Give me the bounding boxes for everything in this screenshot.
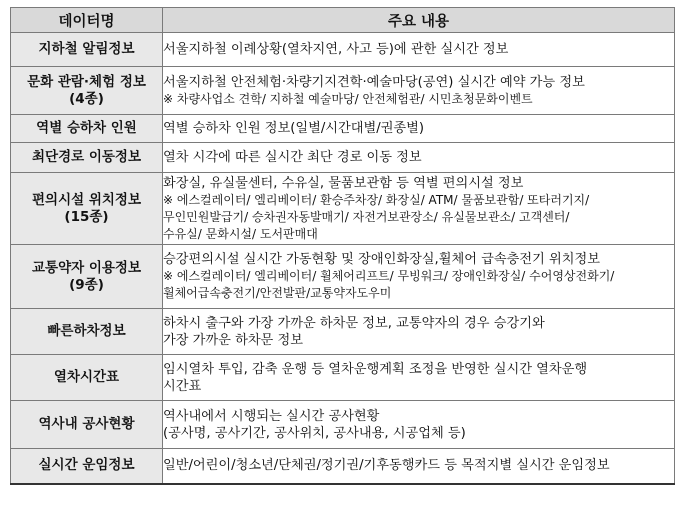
row-desc-line: 시간표 — [163, 378, 202, 394]
row-desc — [163, 143, 675, 173]
row-desc — [163, 355, 675, 401]
row-desc-line: 승강편의시설 실시간 가동현황 및 장애인화장실,휠체어 급속충전기 위치정보 — [163, 252, 600, 267]
row-desc-note: ※ 차량사업소 견학/ 지하철 예술마당/ 안전체험관/ 시민초청문화이벤트 — [163, 91, 533, 106]
row-desc-line: 열차 시각에 따른 실시간 최단 경로 이동 정보 — [163, 150, 422, 165]
row-name — [11, 33, 163, 67]
row-desc-line: 가장 가까운 하차문 정보 — [163, 332, 303, 348]
row-desc — [163, 309, 675, 355]
table-row — [11, 115, 675, 143]
header-row — [11, 8, 675, 33]
row-desc-note: 수유실/ 문화시설/ 도서판매대 — [163, 226, 318, 241]
row-name-line: 문화 관람·체험 정보 — [27, 73, 146, 90]
row-desc-note: 무인민원발급기/ 승차권자동발매기/ 자전거보관장소/ 유실물보관소/ 고객센터/ — [163, 209, 570, 224]
row-name-line: 실시간 운임정보 — [38, 457, 135, 474]
row-name — [11, 245, 163, 309]
row-desc — [163, 67, 675, 115]
row-name-line: 편의시설 위치정보 — [31, 191, 142, 208]
row-desc-line: 화장실, 유실물센터, 수유실, 물품보관함 등 역별 편의시설 정보 — [163, 175, 524, 191]
row-name — [11, 67, 163, 115]
row-desc — [163, 33, 675, 67]
table-row — [11, 309, 675, 355]
row-name — [11, 355, 163, 401]
row-name-line: 역별 승하차 인원 — [36, 120, 137, 136]
row-desc-line: (공사명, 공사기간, 공사위치, 공사내용, 시공업체 등) — [163, 425, 466, 441]
table-row — [11, 173, 675, 245]
row-name — [11, 143, 163, 173]
row-name-line: 열차시간표 — [53, 369, 120, 385]
row-desc-line: 역사내에서 시행되는 실시간 공사현황 — [163, 408, 380, 424]
row-name-line: 빠른하차정보 — [47, 323, 126, 339]
table-row — [11, 33, 675, 67]
row-desc-line: 서울지하철 이례상황(열차지연, 사고 등)에 관한 실시간 정보 — [163, 42, 509, 57]
row-name-line: (9종) — [69, 276, 104, 293]
row-desc-note: ※ 에스컬레이터/ 엘리베이터/ 환승주차장/ 화장실/ ATM/ 물품보관함/ 또타러기지/ — [163, 192, 590, 207]
row-name — [11, 309, 163, 355]
row-name-line: (15종) — [64, 208, 109, 225]
header-data-name: 데이터명 — [11, 8, 163, 33]
table-row — [11, 401, 675, 449]
row-desc-note: ※ 에스컬레이터/ 엘리베이터/ 휠체어리프트/ 무빙워크/ 장애인화장실/ 수어영상전화기/ — [163, 269, 615, 283]
row-desc — [163, 449, 675, 484]
table-row — [11, 67, 675, 115]
row-desc-line: 서울지하철 안전체험·차량기지견학·예술마당(공연) 실시간 예약 가능 정보 — [163, 74, 585, 90]
table-row — [11, 355, 675, 401]
row-name — [11, 173, 163, 245]
table-row — [11, 245, 675, 309]
header-main-content: 주요 내용 — [163, 8, 675, 33]
row-name-line: 지하철 알림정보 — [38, 41, 135, 57]
row-name-line: 최단경로 이동정보 — [31, 149, 142, 165]
row-desc — [163, 173, 675, 245]
row-name-line: 교통약자 이용정보 — [31, 259, 142, 276]
row-name — [11, 449, 163, 484]
row-name — [11, 115, 163, 143]
row-desc-line: 임시열차 투입, 감축 운행 등 열차운행계획 조정을 반영한 실시간 열차운행 — [163, 361, 588, 377]
row-desc-line: 일반/어린이/청소년/단체권/정기권/기후동행카드 등 목적지별 실시간 운임정보 — [163, 458, 610, 474]
row-name-line: 역사내 공사현황 — [38, 416, 135, 432]
row-desc — [163, 115, 675, 143]
row-desc-line: 하차시 출구와 가장 가까운 하차문 정보, 교통약자의 경우 승강기와 — [163, 315, 545, 331]
row-name — [11, 401, 163, 449]
row-desc-note: 휠체어급속충전기/안전발판/교통약자도우미 — [163, 286, 392, 300]
row-desc-line: 역별 승하차 인원 정보(일별/시간대별/권종별) — [163, 121, 425, 136]
row-desc — [163, 401, 675, 449]
row-name-line: (4종) — [69, 90, 104, 107]
data-table — [10, 7, 675, 485]
table-row — [11, 449, 675, 484]
row-desc — [163, 245, 675, 309]
table-row — [11, 143, 675, 173]
